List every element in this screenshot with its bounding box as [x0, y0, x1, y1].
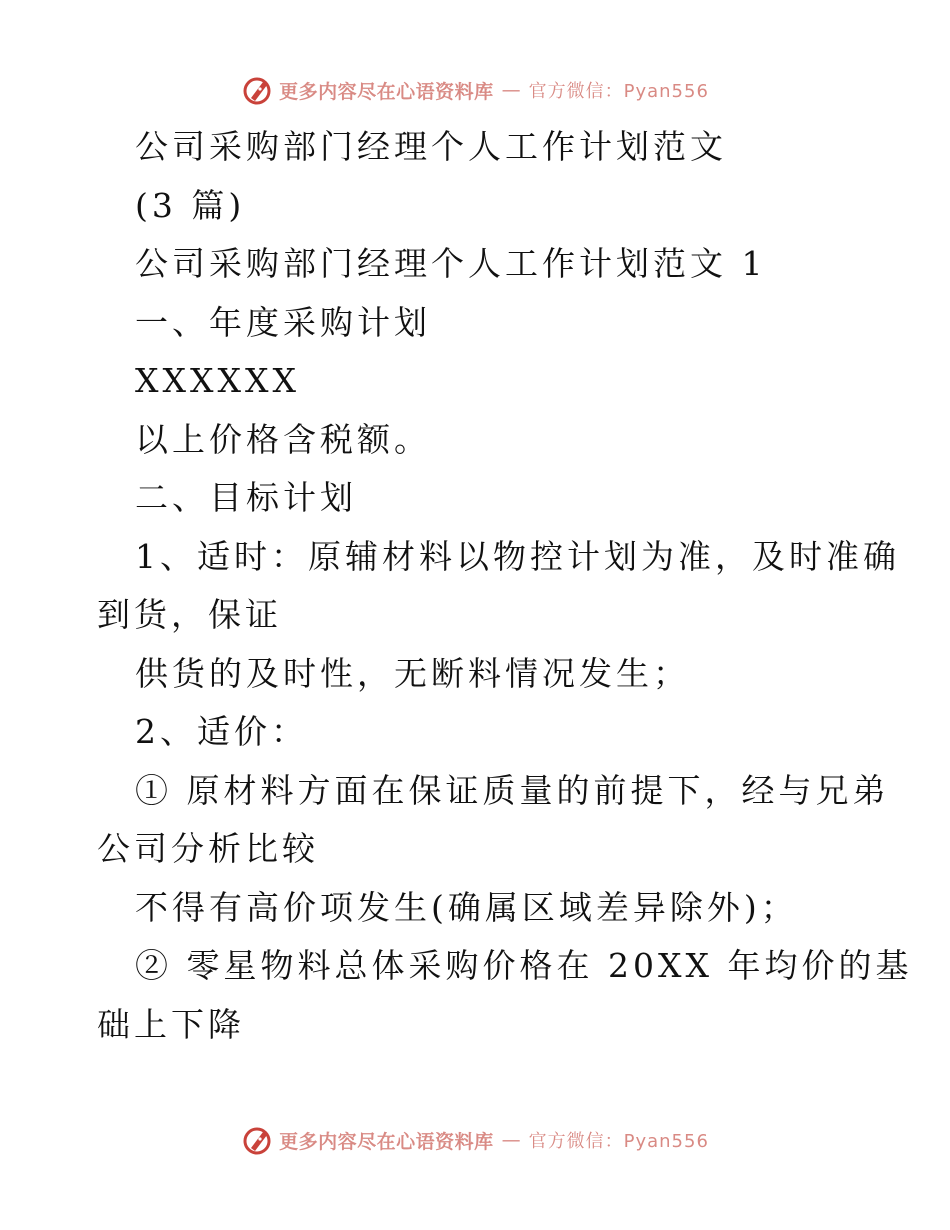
- document-line: ② 零星物料总体采购价格在 20XX 年均价的基: [135, 946, 913, 985]
- document-line: (3 篇): [135, 185, 246, 225]
- document-line: 础上下降: [97, 1004, 245, 1044]
- document-line: 公司采购部门经理个人工作计划范文 1: [135, 244, 767, 283]
- document-line: 供货的及时性，无断料情况发生；: [135, 653, 690, 693]
- document-line: 2、适价：: [135, 712, 308, 751]
- pen-nib-logo-icon: [241, 1124, 273, 1156]
- footer-watermark: [0, 1120, 950, 1160]
- document-line: 以上价格含税额。: [135, 419, 431, 459]
- document-line: 到货，保证: [97, 595, 282, 634]
- watermark-contact-text: 官方微信：Pyan556: [528, 81, 709, 102]
- header-watermark: [0, 70, 950, 110]
- document-line: 公司采购部门经理个人工作计划范文: [135, 127, 727, 166]
- document-line: ① 原材料方面在保证质量的前提下，经与兄弟: [135, 770, 890, 810]
- document-line: 不得有高价项发生(确属区域差异除外)；: [135, 887, 798, 927]
- document-line: 二、目标计划: [135, 478, 357, 517]
- watermark-group: [241, 1124, 709, 1156]
- watermark-brand-text: 更多内容尽在心语资料库: [279, 1130, 494, 1153]
- watermark-dash: —: [501, 1129, 521, 1151]
- watermark-contact-text: 官方微信：Pyan556: [528, 1131, 709, 1152]
- pen-nib-logo-icon: [241, 74, 273, 106]
- document-body: [97, 118, 913, 1054]
- watermark-dash: —: [501, 79, 521, 101]
- document-line: 一、年度采购计划: [135, 302, 431, 342]
- document-line: XXXXXX: [135, 361, 300, 400]
- document-line: 公司分析比较: [97, 829, 319, 868]
- watermark-group: [241, 74, 709, 106]
- document-line: 1、适时：原辅材料以物控计划为准，及时准确: [135, 536, 900, 576]
- watermark-brand-text: 更多内容尽在心语资料库: [279, 80, 494, 103]
